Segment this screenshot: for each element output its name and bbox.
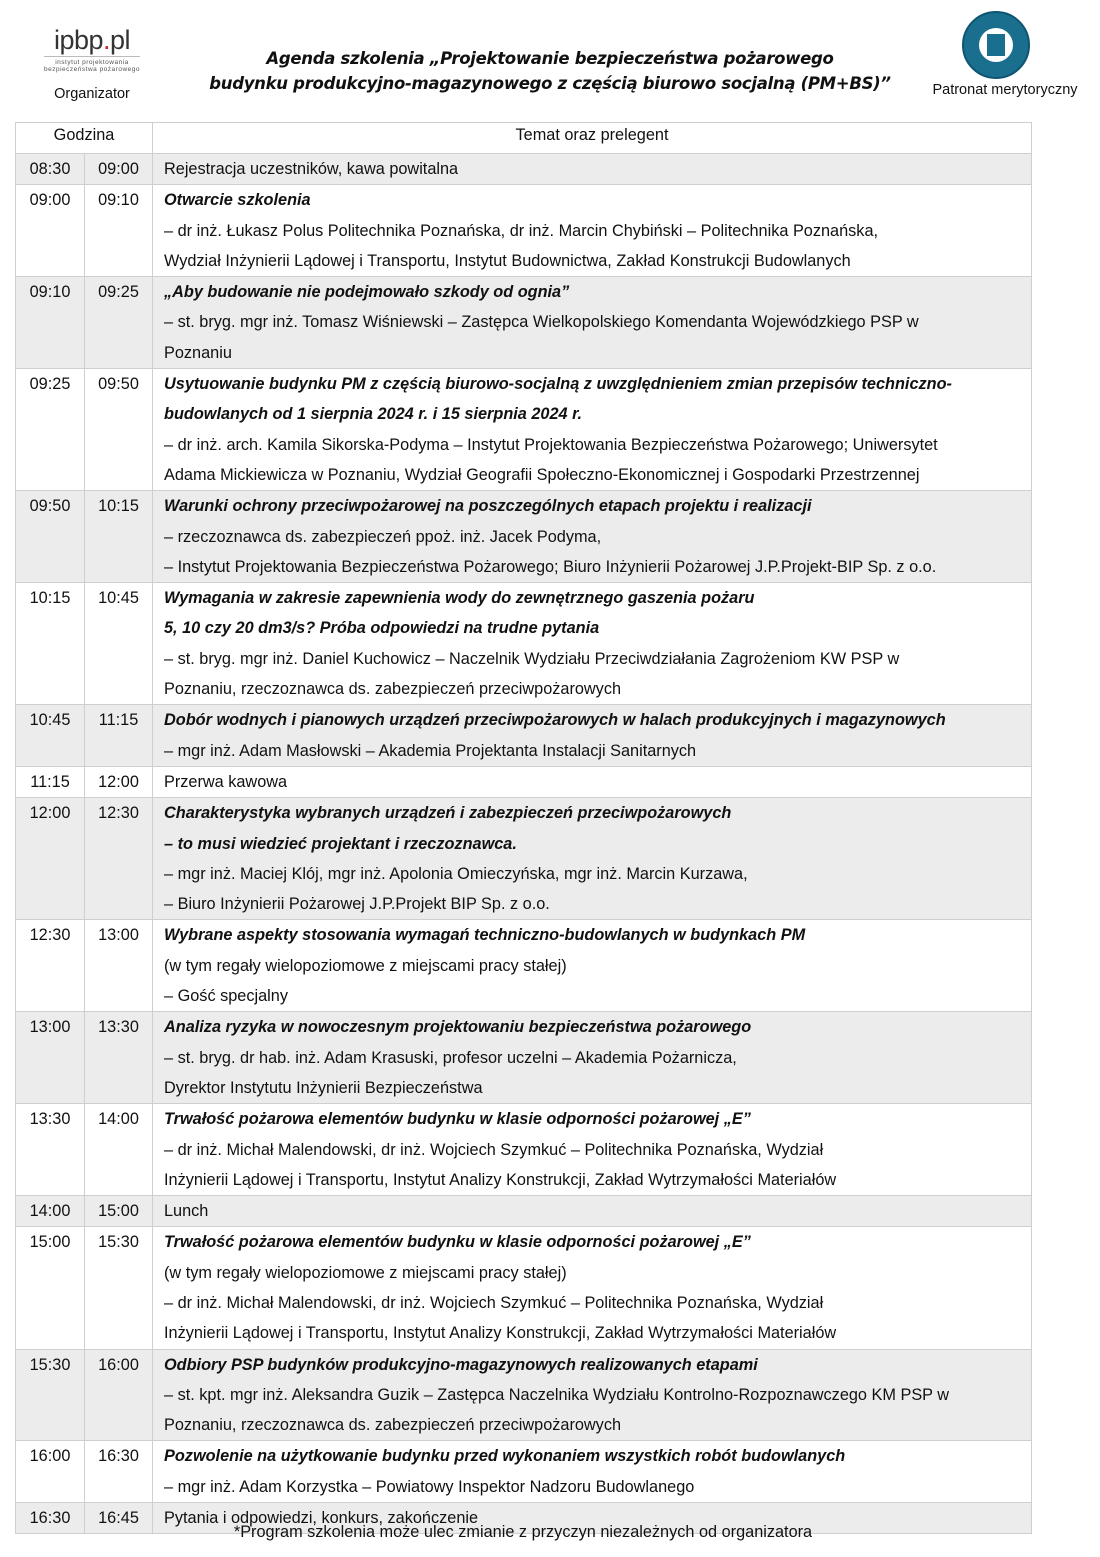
topic-cell: [153, 491, 1032, 583]
topic-cell: [153, 766, 1032, 797]
start-time: 13:00: [16, 1012, 85, 1104]
session-title: Dobór wodnych i pianowych urządzeń przeciwpożarowych w halach produkcyjnych i magazynowych: [164, 711, 946, 730]
session-detail: – mgr inż. Maciej Klój, mgr inż. Apolonia Omieczyńska, mgr inż. Marcin Kurzawa,: [164, 864, 748, 883]
start-time: 14:00: [16, 1196, 85, 1227]
agenda-table: [15, 122, 1032, 1534]
topic-cell: [153, 583, 1032, 705]
table-row: [16, 154, 1032, 185]
session-detail: – Biuro Inżynierii Pożarowej J.P.Projekt BIP Sp. z o.o.: [164, 895, 550, 914]
table-row: [16, 277, 1032, 369]
session-detail: Poznaniu, rzeczoznawca ds. zabezpieczeń przeciwpożarowych: [164, 1416, 622, 1435]
session-title: budowlanych od 1 sierpnia 2024 r. i 15 sierpnia 2024 r.: [164, 405, 583, 424]
session-detail: – rzeczoznawca ds. zabezpieczeń ppoż. inż. Jacek Podyma,: [164, 527, 602, 546]
topic-cell: [153, 154, 1032, 185]
end-time: 09:25: [85, 277, 153, 369]
start-time: 09:25: [16, 369, 85, 491]
header-time: Godzina: [16, 123, 153, 154]
session-title: Analiza ryzyka w nowoczesnym projektowaniu bezpieczeństwa pożarowego: [164, 1018, 752, 1037]
footer-note: *Program szkolenia może ulec zmianie z przyczyn niezależnych od organizatora: [233, 1523, 813, 1541]
session-detail: Adama Mickiewicza w Poznaniu, Wydział Geografii Społeczno-Ekonomicznej i Gospodarki Przestrzennej: [164, 465, 920, 484]
topic-cell: [153, 277, 1032, 369]
session-title: „Aby budowanie nie podejmowało szkody od ognia”: [164, 283, 570, 302]
session-title: Charakterystyka wybranych urządzeń i zabezpieczeń przeciwpożarowych: [164, 804, 732, 823]
topic-cell: [153, 705, 1032, 767]
table-row: [16, 369, 1032, 491]
session-detail: – mgr inż. Adam Korzystka – Powiatowy Inspektor Nadzoru Budowlanego: [164, 1477, 695, 1496]
session-detail: Inżynierii Lądowej i Transportu, Instytut Analizy Konstrukcji, Zakład Wytrzymałości Materiałów: [164, 1324, 837, 1343]
session-detail: – Gość specjalny: [164, 987, 288, 1006]
start-time: 09:00: [16, 185, 85, 277]
title-line-1: Agenda szkolenia „Projektowanie bezpieczeństwa pożarowego: [266, 49, 834, 68]
session-title: 5, 10 czy 20 dm3/s? Próba odpowiedzi na trudne pytania: [164, 619, 600, 638]
session-detail: (w tym regały wielopoziomowe z miejscami pracy stałej): [164, 956, 567, 975]
table-row: [16, 1012, 1032, 1104]
session-detail: Poznaniu, rzeczoznawca ds. zabezpieczeń przeciwpożarowych: [164, 680, 622, 699]
end-time: 16:45: [85, 1503, 153, 1534]
patron-seal-logo: [962, 11, 1030, 79]
session-detail: – dr inż. Michał Malendowski, dr inż. Wojciech Szymkuć – Politechnika Poznańska, Wydział: [164, 1140, 824, 1159]
start-time: 08:30: [16, 154, 85, 185]
topic-cell: [153, 1196, 1032, 1227]
session-detail: – dr inż. arch. Kamila Sikorska-Podyma – Instytut Projektowania Bezpieczeństwa Pożarowego; Uniwersytet: [164, 435, 938, 454]
session-detail: – dr inż. Łukasz Polus Politechnika Poznańska, dr inż. Marcin Chybiński – Politechnika Poznańska,: [164, 221, 879, 240]
session-detail: – st. bryg. dr hab. inż. Adam Krasuski, profesor uczelni – Akademia Pożarnicza,: [164, 1048, 737, 1067]
topic-cell: [153, 1349, 1032, 1441]
organizer-subtitle: instytut projektowania bezpieczeństwa pożarowego: [44, 56, 140, 73]
table-row: [16, 920, 1032, 1012]
session-title: Usytuowanie budynku PM z częścią biurowo-socjalną z uwzględnieniem zmian przepisów techniczno-: [164, 375, 952, 394]
end-time: 16:30: [85, 1441, 153, 1503]
end-time: 15:00: [85, 1196, 153, 1227]
table-row: [16, 491, 1032, 583]
session-detail: Poznaniu: [164, 343, 232, 362]
table-row: [16, 185, 1032, 277]
end-time: 10:45: [85, 583, 153, 705]
patron-label: Patronat merytoryczny: [932, 82, 1078, 98]
session-detail: – st. bryg. mgr inż. Tomasz Wiśniewski – Zastępca Wielkopolskiego Komendanta Wojewódzkiego PSP w: [164, 313, 919, 332]
table-row: [16, 1104, 1032, 1196]
table-row: [16, 1227, 1032, 1349]
session-detail: Pytania i odpowiedzi, konkurs, zakończenie: [164, 1509, 479, 1528]
session-title: Trwałość pożarowa elementów budynku w klasie odporności pożarowej „E”: [164, 1233, 751, 1252]
brand-dot: .: [103, 25, 111, 55]
brand-main: ipbp: [53, 25, 103, 55]
brand-tld: pl: [110, 25, 131, 55]
session-detail: – dr inż. Michał Malendowski, dr inż. Wojciech Szymkuć – Politechnika Poznańska, Wydział: [164, 1293, 824, 1312]
end-time: 15:30: [85, 1227, 153, 1349]
table-row: [16, 798, 1032, 920]
table-row: [16, 1441, 1032, 1503]
end-time: 10:15: [85, 491, 153, 583]
end-time: 12:00: [85, 766, 153, 797]
topic-cell: [153, 1441, 1032, 1503]
session-detail: Dyrektor Instytutu Inżynierii Bezpieczeństwa: [164, 1078, 483, 1097]
session-detail: Przerwa kawowa: [164, 772, 288, 791]
start-time: 15:30: [16, 1349, 85, 1441]
table-row: [16, 1349, 1032, 1441]
start-time: 12:30: [16, 920, 85, 1012]
start-time: 09:10: [16, 277, 85, 369]
session-title: Pozwolenie na użytkowanie budynku przed wykonaniem wszystkich robót budowlanych: [164, 1447, 846, 1466]
start-time: 16:30: [16, 1503, 85, 1534]
start-time: 10:15: [16, 583, 85, 705]
session-title: Odbiory PSP budynków produkcyjno-magazynowych realizowanych etapami: [164, 1355, 758, 1374]
header-topic: Temat oraz prelegent: [153, 123, 1032, 154]
session-title: Otwarcie szkolenia: [164, 191, 311, 210]
end-time: 09:00: [85, 154, 153, 185]
session-title: Warunki ochrony przeciwpożarowej na poszczególnych etapach projektu i realizacji: [164, 497, 812, 516]
organizer-label: Organizator: [54, 86, 130, 102]
session-detail: Inżynierii Lądowej i Transportu, Instytut Analizy Konstrukcji, Zakład Wytrzymałości Materiałów: [164, 1170, 837, 1189]
end-time: 13:00: [85, 920, 153, 1012]
title-line-2: budynku produkcyjno-magazynowego z częścią biurowo socjalną (PM+BS)”: [209, 74, 891, 93]
session-title: Wybrane aspekty stosowania wymagań techniczno-budowlanych w budynkach PM: [164, 926, 806, 945]
start-time: 16:00: [16, 1441, 85, 1503]
organizer-brand: [44, 26, 140, 54]
session-detail: – st. bryg. mgr inż. Daniel Kuchowicz – Naczelnik Wydziału Przeciwdziałania Zagrożeniom KW PSP w: [164, 649, 900, 668]
session-detail: – Instytut Projektowania Bezpieczeństwa Pożarowego; Biuro Inżynierii Pożarowej J.P.Projekt-BIP Sp. z o.o.: [164, 557, 937, 576]
page-title: [150, 46, 950, 96]
start-time: 10:45: [16, 705, 85, 767]
organizer-logo: [44, 26, 140, 73]
end-time: 11:15: [85, 705, 153, 767]
topic-cell: [153, 1227, 1032, 1349]
session-detail: Rejestracja uczestników, kawa powitalna: [164, 160, 459, 178]
start-time: 15:00: [16, 1227, 85, 1349]
session-detail: – mgr inż. Adam Masłowski – Akademia Projektanta Instalacji Sanitarnych: [164, 741, 697, 760]
table-row: [16, 1196, 1032, 1227]
start-time: 13:30: [16, 1104, 85, 1196]
topic-cell: [153, 920, 1032, 1012]
table-row: [16, 766, 1032, 797]
topic-cell: [153, 1012, 1032, 1104]
table-header-row: [16, 123, 1032, 154]
table-row: [16, 705, 1032, 767]
start-time: 09:50: [16, 491, 85, 583]
end-time: 13:30: [85, 1012, 153, 1104]
topic-cell: [153, 185, 1032, 277]
session-detail: Wydział Inżynierii Lądowej i Transportu, Instytut Budownictwa, Zakład Konstrukcji Budowlanych: [164, 251, 851, 270]
session-title: Trwałość pożarowa elementów budynku w klasie odporności pożarowej „E”: [164, 1110, 751, 1129]
end-time: 12:30: [85, 798, 153, 920]
topic-cell: [153, 369, 1032, 491]
session-detail: (w tym regały wielopoziomowe z miejscami pracy stałej): [164, 1263, 567, 1282]
session-detail: Lunch: [164, 1202, 209, 1221]
topic-cell: [153, 1104, 1032, 1196]
topic-cell: [153, 798, 1032, 920]
start-time: 12:00: [16, 798, 85, 920]
end-time: 09:10: [85, 185, 153, 277]
session-title: – to musi wiedzieć projektant i rzeczoznawca.: [164, 834, 517, 853]
session-title: Wymagania w zakresie zapewnienia wody do zewnętrznego gaszenia pożaru: [164, 589, 755, 608]
end-time: 14:00: [85, 1104, 153, 1196]
table-row: [16, 583, 1032, 705]
start-time: 11:15: [16, 766, 85, 797]
end-time: 09:50: [85, 369, 153, 491]
end-time: 16:00: [85, 1349, 153, 1441]
session-detail: – st. kpt. mgr inż. Aleksandra Guzik – Zastępca Naczelnika Wydziału Kontrolno-Rozpoznawczego KM PSP w: [164, 1385, 950, 1404]
